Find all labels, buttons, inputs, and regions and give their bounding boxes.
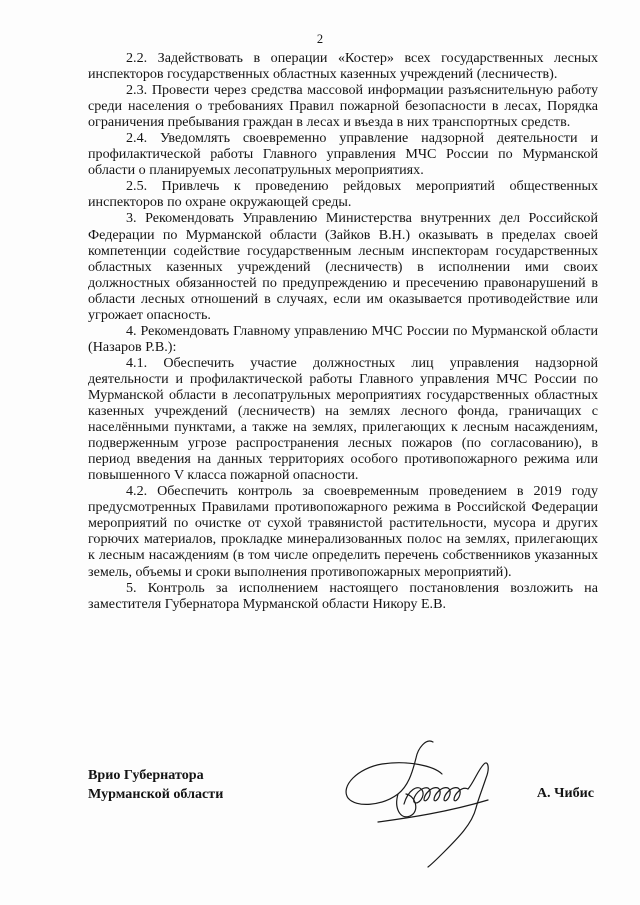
handwritten-signature [338,734,508,869]
paragraph-2-5: 2.5. Привлечь к проведению рейдовых мероприятий общественных инспекторов по охране окружающей среды. [88,178,598,211]
document-body [88,50,598,612]
paragraph-4: 4. Рекомендовать Главному управлению МЧС России по Мурманской области (Назаров Р.В.): [88,322,598,355]
paragraph-3: 3. Рекомендовать Управлению Министерства внутренних дел Российской Федерации по Мурманской области (Зайков В.Н.) оказывать в пределах своей компетенции содействие государственным лесным инспекторам государственных областных казенных учреждений (лесничеств) в исполнении ими своих должностных обязанностей по предупреждению и пресечению правонарушений в области лесных отношений в случаях, если им оказывается противодействие или угрожает опасность. [88,210,598,323]
signature-block [88,760,598,860]
signer-title [88,766,223,804]
paragraph-2-4: 2.4. Уведомлять своевременно управление надзорной деятельности и профилактической работы Главного управления МЧС России по Мурманской области о планируемых лесопатрульных мероприятиях. [88,130,598,179]
paragraph-5: 5. Контроль за исполнением настоящего постановления возложить на заместителя Губернатора Мурманской области Никору Е.В. [88,579,598,612]
paragraph-4-2: 4.2. Обеспечить контроль за своевременным проведением в 2019 году предусмотренных Правилами противопожарного режима в Российской Федерации мероприятий по очистке от сухой травянистой растительности, мусора и других горючих материалов, прокладке минерализованных полос на землях, прилегающих к лесным насаждениям (в том числе определить перечень собственников указанных земель, объемы и сроки выполнения противопожарных мероприятий). [88,483,598,580]
signer-title-line-2: Мурманской области [88,786,224,802]
paragraph-2-2: 2.2. Задействовать в операции «Костер» всех государственных лесных инспекторов государственных областных казенных учреждений (лесничеств). [88,50,598,83]
paragraph-4-1: 4.1. Обеспечить участие должностных лиц управления надзорной деятельности и профилактической работы Главного управления МЧС России по Мурманской области в лесопатрульных мероприятиях государственных областных казенных учреждений (лесничеств) на землях лесного фонда, граничащих с населёнными пунктами, а также на землях, прилегающих к лесным насаждениям, подверженным угрозе распространения лесных пожаров (по согласованию), в период введения на данных территориях особого противопожарного режима или повышенного V класса пожарной опасности. [88,354,598,484]
signer-title-line-1: Врио Губернатора [88,767,204,783]
page-number: 2 [316,32,324,46]
paragraph-2-3: 2.3. Провести через средства массовой информации разъяснительную работу среди населения о требованиях Правил пожарной безопасности в лесах, Порядка ограничения пребывания граждан в лесах и въезда в них транспортных средств. [88,82,598,131]
signer-name: А. Чибис [536,785,594,801]
